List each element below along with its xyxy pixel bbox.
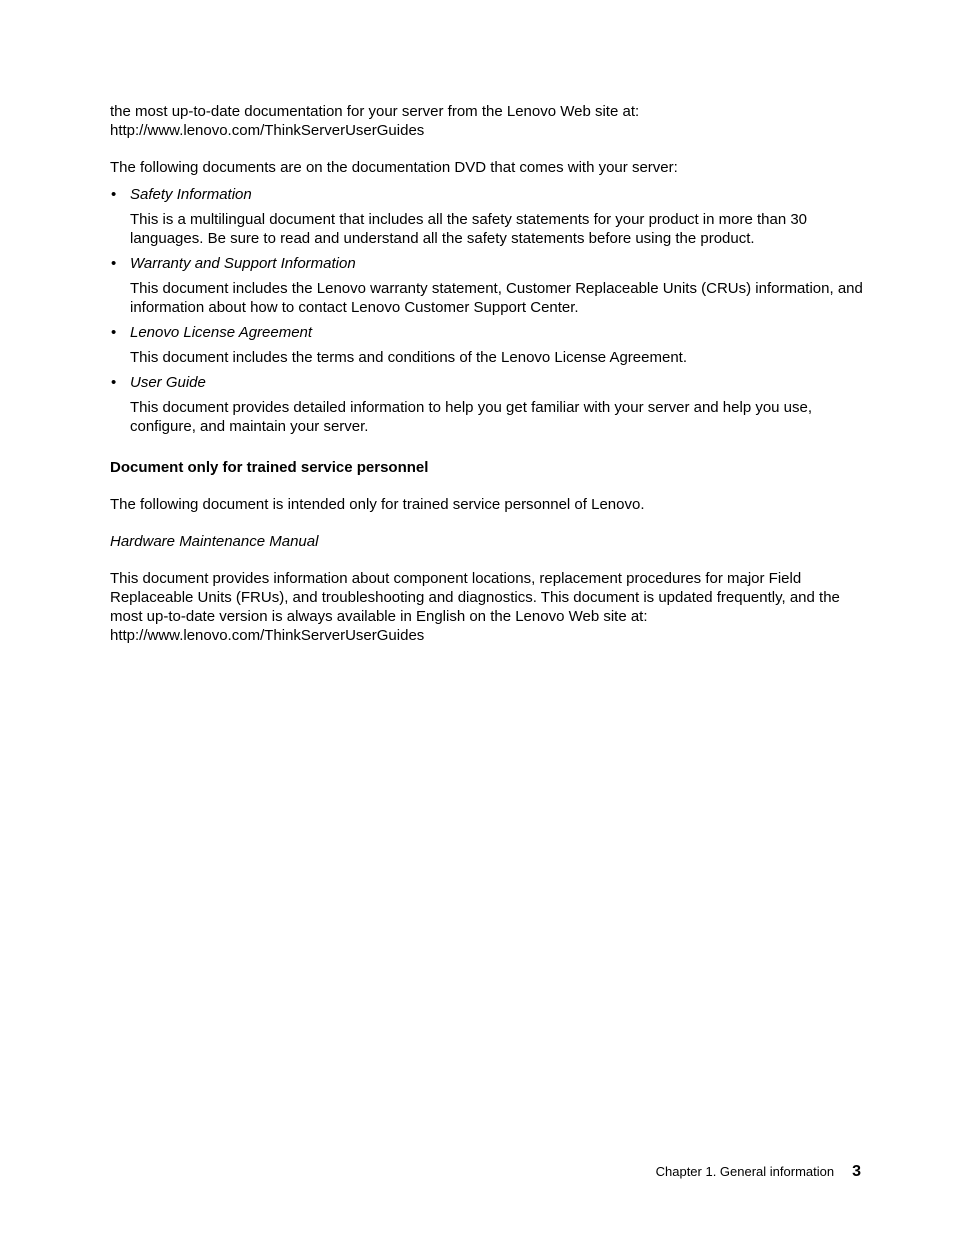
manual-url: http://www.lenovo.com/ThinkServerUserGuides xyxy=(110,627,425,644)
bullet-icon: • xyxy=(111,186,117,203)
list-item xyxy=(110,185,870,248)
doc-description: This document includes the terms and conditions of the Lenovo License Agreement. xyxy=(130,349,687,366)
doc-title: User Guide xyxy=(130,374,206,391)
footer-chapter: Chapter 1. General information xyxy=(655,1164,835,1179)
list-item xyxy=(110,323,870,367)
manual-paragraph xyxy=(110,569,870,645)
doc-description: This document includes the Lenovo warranty statement, Customer Replaceable Units (CRUs) information, and information about how to contact Lenovo Customer Support Center. xyxy=(130,280,863,316)
document-list xyxy=(110,185,870,436)
intro-url: http://www.lenovo.com/ThinkServerUserGuides xyxy=(110,122,425,139)
service-lead-text: The following document is intended only for trained service personnel of Lenovo. xyxy=(110,496,645,513)
bullet-icon: • xyxy=(111,255,117,272)
doc-title: Safety Information xyxy=(130,186,252,203)
manual-description: This document provides information about component locations, replacement procedures for major Field Replaceable Units (FRUs), and troubleshooting and diagnostics. This document is updated frequently, and the most up-to-date version is always available in English on the Lenovo Web site at: xyxy=(110,570,840,625)
section-heading: Document only for trained service personnel xyxy=(110,459,429,476)
doc-title: Lenovo License Agreement xyxy=(130,324,313,341)
intro-text: the most up-to-date documentation for your server from the Lenovo Web site at: xyxy=(110,103,640,120)
intro-paragraph xyxy=(110,102,870,140)
dvd-lead-text: The following documents are on the documentation DVD that comes with your server: xyxy=(110,159,678,176)
manual-title: Hardware Maintenance Manual xyxy=(110,533,319,550)
doc-description: This is a multilingual document that includes all the safety statements for your product in more than 30 languages. Be sure to read and understand all the safety statements before using the product. xyxy=(130,211,808,247)
list-item xyxy=(110,254,870,317)
list-item xyxy=(110,373,870,436)
bullet-icon: • xyxy=(111,324,117,341)
page-number: 3 xyxy=(852,1163,861,1180)
doc-title: Warranty and Support Information xyxy=(130,255,356,272)
page-footer xyxy=(656,1162,861,1181)
bullet-icon: • xyxy=(111,374,117,391)
doc-description: This document provides detailed information to help you get familiar with your server and help you use, configure, and maintain your server. xyxy=(130,399,813,435)
document-page xyxy=(110,102,870,645)
